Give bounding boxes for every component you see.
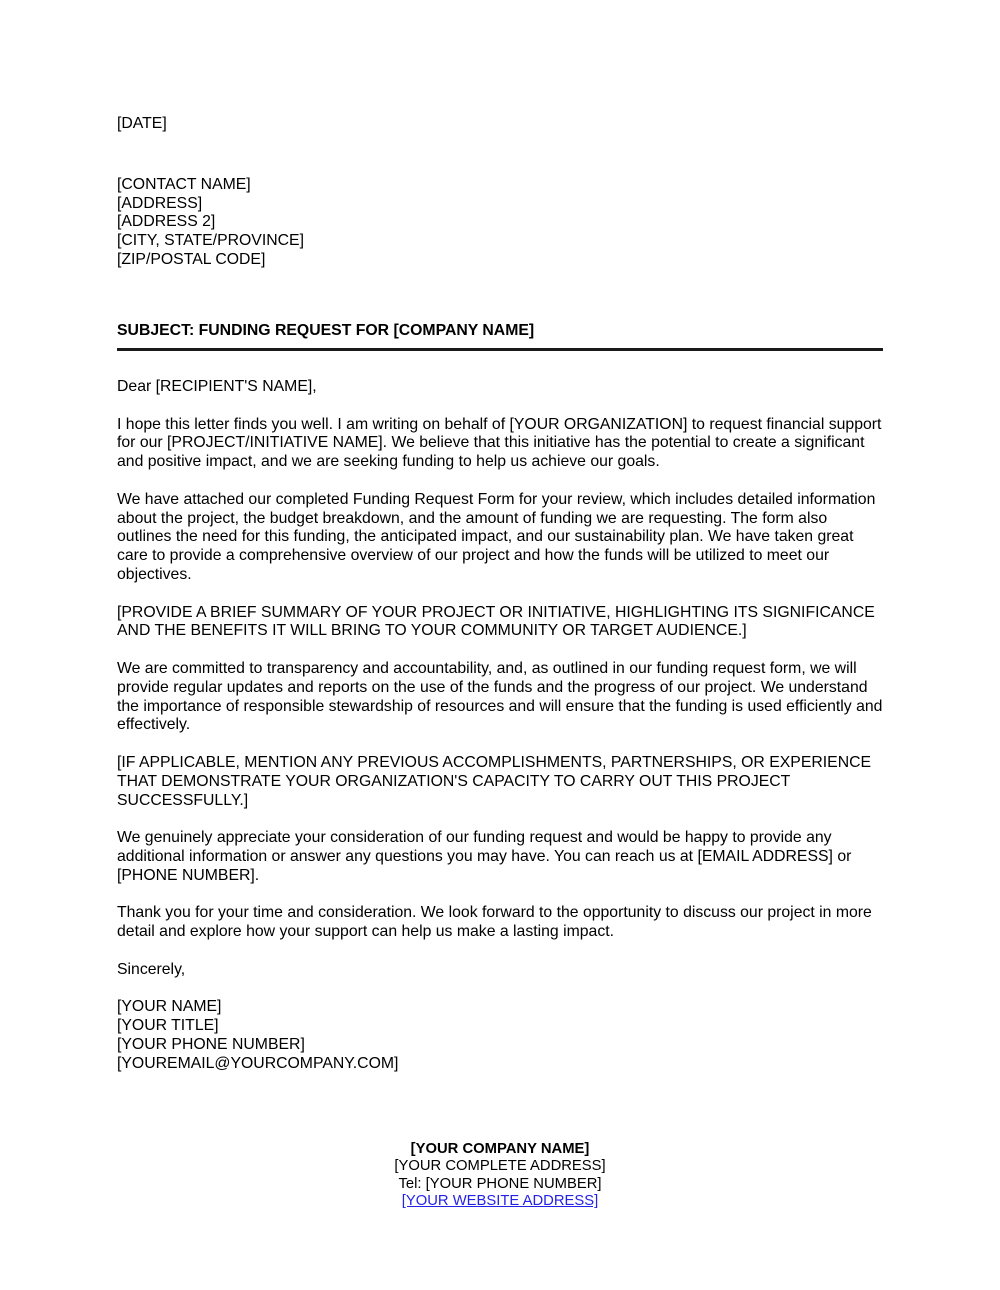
- paragraph-thanks: Thank you for your time and consideration. We look forward to the opportunity to discuss our project in more detail and explore how your support can help us make a lasting impact.: [117, 904, 872, 941]
- recipient-contact-name: [CONTACT NAME]: [117, 175, 251, 193]
- signature-phone: [YOUR PHONE NUMBER]: [117, 1035, 305, 1053]
- recipient-address-block: [117, 176, 883, 270]
- signature-title: [YOUR TITLE]: [117, 1017, 219, 1035]
- footer-company-phone: Tel: [YOUR PHONE NUMBER]: [398, 1175, 602, 1192]
- salutation: Dear [RECIPIENT'S NAME],: [117, 378, 317, 396]
- paragraph-project-summary-placeholder: [PROVIDE A BRIEF SUMMARY OF YOUR PROJECT OR INITIATIVE, HIGHLIGHTING ITS SIGNIFICANCE AND THE BENEFITS IT WILL BRING TO YOUR COMMUNITY OR TARGET AUDIENCE.]: [117, 603, 875, 640]
- letter-footer: [117, 1141, 883, 1211]
- footer-company-name: [YOUR COMPANY NAME]: [410, 1140, 590, 1157]
- subject-divider-rule: [117, 348, 883, 352]
- paragraph-intro: I hope this letter finds you well. I am writing on behalf of [YOUR ORGANIZATION] to request financial support for our [PROJECT/INITIATIVE NAME]. We believe that this initiative has the potential to create a significant and positive impact, and we are seeking funding to help us achieve our goals.: [117, 415, 882, 471]
- signature-name: [YOUR NAME]: [117, 998, 222, 1016]
- closing: Sincerely,: [117, 960, 186, 978]
- paragraph-accomplishments-placeholder: [IF APPLICABLE, MENTION ANY PREVIOUS ACCOMPLISHMENTS, PARTNERSHIPS, OR EXPERIENCE THAT DEMONSTRATE YOUR ORGANIZATION'S CAPACITY TO CARRY OUT THIS PROJECT SUCCESSFULLY.]: [117, 754, 872, 809]
- subject-line: SUBJECT: FUNDING REQUEST FOR [COMPANY NAME]: [117, 321, 535, 339]
- date-line: [DATE]: [117, 115, 167, 132]
- signature-email: [YOUREMAIL@YOURCOMPANY.COM]: [117, 1054, 399, 1072]
- recipient-zip-code: [ZIP/POSTAL CODE]: [117, 250, 266, 268]
- footer-company-address: [YOUR COMPLETE ADDRESS]: [394, 1158, 606, 1175]
- recipient-city-state: [CITY, STATE/PROVINCE]: [117, 232, 304, 250]
- paragraph-transparency: We are committed to transparency and accountability, and, as outlined in our funding request form, we will provide regular updates and reports on the use of the funds and the progress of our project. We understand the importance of responsible stewardship of resources and will ensure that the funding is used efficiently and effectively.: [117, 660, 883, 734]
- signature-block: [117, 998, 883, 1073]
- recipient-address-2: [ADDRESS 2]: [117, 213, 216, 231]
- recipient-address-1: [ADDRESS]: [117, 194, 203, 212]
- paragraph-appreciation: We genuinely appreciate your consideration of our funding request and would be happy to provide any additional information or answer any questions you may have. You can reach us at [EMAIL ADDRESS] or [PHONE NUMBER].: [117, 829, 852, 884]
- paragraph-attachment: We have attached our completed Funding Request Form for your review, which includes detailed information about the project, the budget breakdown, and the amount of funding we are requesting. The form also outlines the need for this funding, the anticipated impact, and our sustainability plan. We have taken great care to provide a comprehensive overview of our project and how the funds will be utilized to meet our objectives.: [117, 490, 876, 584]
- footer-website-link[interactable]: [YOUR WEBSITE ADDRESS]: [401, 1193, 599, 1210]
